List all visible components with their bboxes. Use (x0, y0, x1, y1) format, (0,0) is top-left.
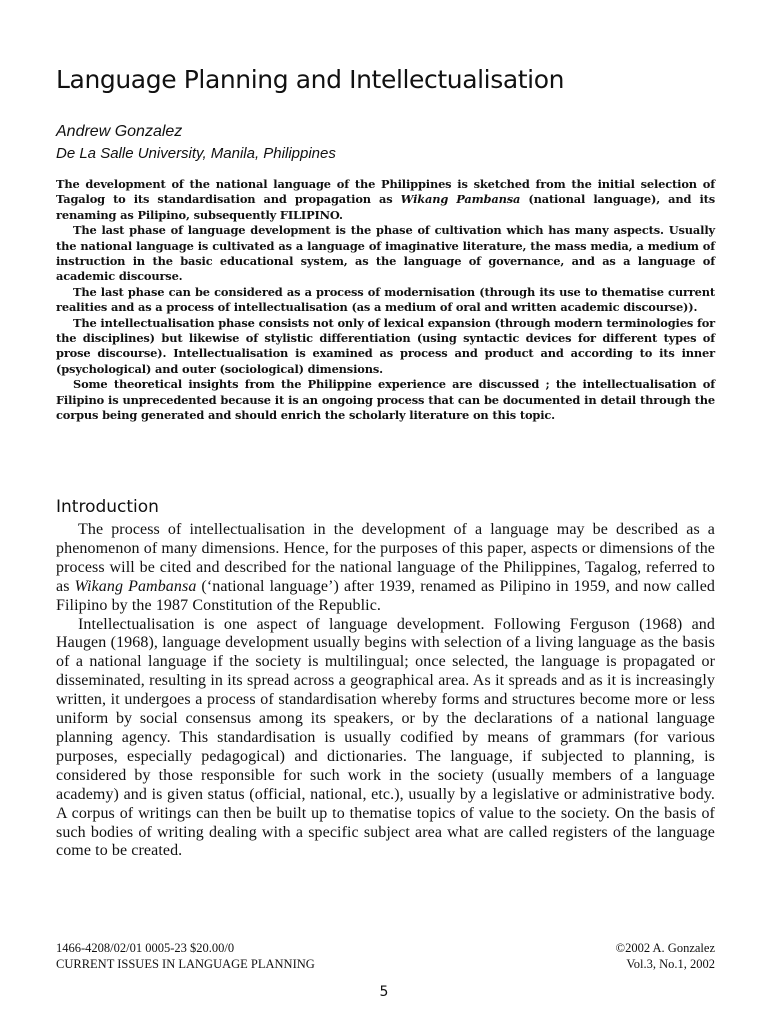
page-number: 5 (379, 984, 389, 1000)
copyright-notice: ©2002 A. Gonzalez (615, 941, 715, 955)
body-text-run: (‘national language’) after 1939, renamed as Pilipino in 1959, and now called Filipino by the 1987 Constitution of the Republic. (56, 577, 715, 614)
section-heading-introduction: Introduction (56, 497, 159, 517)
abstract-paragraph: The last phase of language development is the phase of cultivation which has many aspects. Usually the national language is cultivated as a language of imaginative literature, the mass media, a medium of instruction in the basic educational system, as the language of governance, and as a language of academic discourse. (56, 223, 715, 284)
page-footer (56, 940, 715, 972)
author-affiliation: De La Salle University, Manila, Philippines (56, 145, 336, 162)
body-text (56, 521, 715, 861)
footer-row (56, 956, 715, 972)
abstract-paragraph: The last phase can be considered as a process of modernisation (through its use to thematise current realities and as a process of intellectualisation (as a medium of oral and written academic discourse)). (56, 284, 715, 315)
abstract-paragraph: Some theoretical insights from the Philippine experience are discussed ; the intellectualisation of Filipino is unprecedented because it is an ongoing process that can be documented in detail through the corpus being generated and should enrich the scholarly literature on this topic. (56, 377, 715, 423)
body-paragraph (56, 521, 715, 616)
article-title: Language Planning and Intellectualisation (56, 65, 565, 94)
abstract-paragraph (56, 177, 715, 223)
volume-info: Vol.3, No.1, 2002 (626, 957, 715, 971)
journal-name: CURRENT ISSUES IN LANGUAGE PLANNING (56, 957, 315, 971)
abstract-text: The development of the national language of the Philippines is sketched from the initial selection of Tagalog to its standardisation and propagation as (56, 177, 715, 207)
author-name: Andrew Gonzalez (56, 123, 183, 140)
abstract-paragraph: The intellectualisation phase consists not only of lexical expansion (through modern terminologies for the disciplines) but likewise of stylistic differentiation (using syntactic devices for different types of prose discourse). Intellectualisation is examined as process and product and according to its inner (psychological) and outer (sociological) dimensions. (56, 315, 715, 376)
abstract (56, 177, 715, 424)
abstract-text: (national language), and its renaming as Pilipino, subsequently FILIPINO. (56, 192, 715, 222)
body-paragraph: Intellectualisation is one aspect of language development. Following Ferguson (1968) and Haugen (1968), language development usually begins with selection of a living language as the basis of a national language if the society is multilingual; once selected, the language is propagated or disseminated, resulting in its spread across a geographical area. As it spreads and as it is increasingly written, it undergoes a process of standardisation whereby forms and structures become more or less uniform by social consensus among its speakers, or by the declarations of a national language planning agency. This standardisation is usually codified by means of grammars (for various purposes, especially pedagogical) and dictionaries. The language, if subjected to planning, is considered by those responsible for such work in the society (usually members of a language academy) and is given status (official, national, etc.), usually by a legislative or administrative body. A corpus of writings can then be built up to thematise topics of value to the society. On the basis of such bodies of writing dealing with a specific subject area what are called registers of the language come to be created. (56, 615, 715, 860)
body-text-run: The process of intellectualisation in the development of a language may be described as a phenomenon of many dimensions. Hence, for the purposes of this paper, aspects or dimensions of the process will be cited and described for the national language of the Philippines, Tagalog, referred to as (56, 521, 715, 595)
issn-code: 1466-4208/02/01 0005-23 $20.00/0 (56, 941, 235, 955)
abstract-italic-term: Wikang Pambansa (400, 192, 521, 207)
body-italic-term: Wikang Pambansa (74, 577, 197, 595)
footer-row (56, 940, 715, 956)
